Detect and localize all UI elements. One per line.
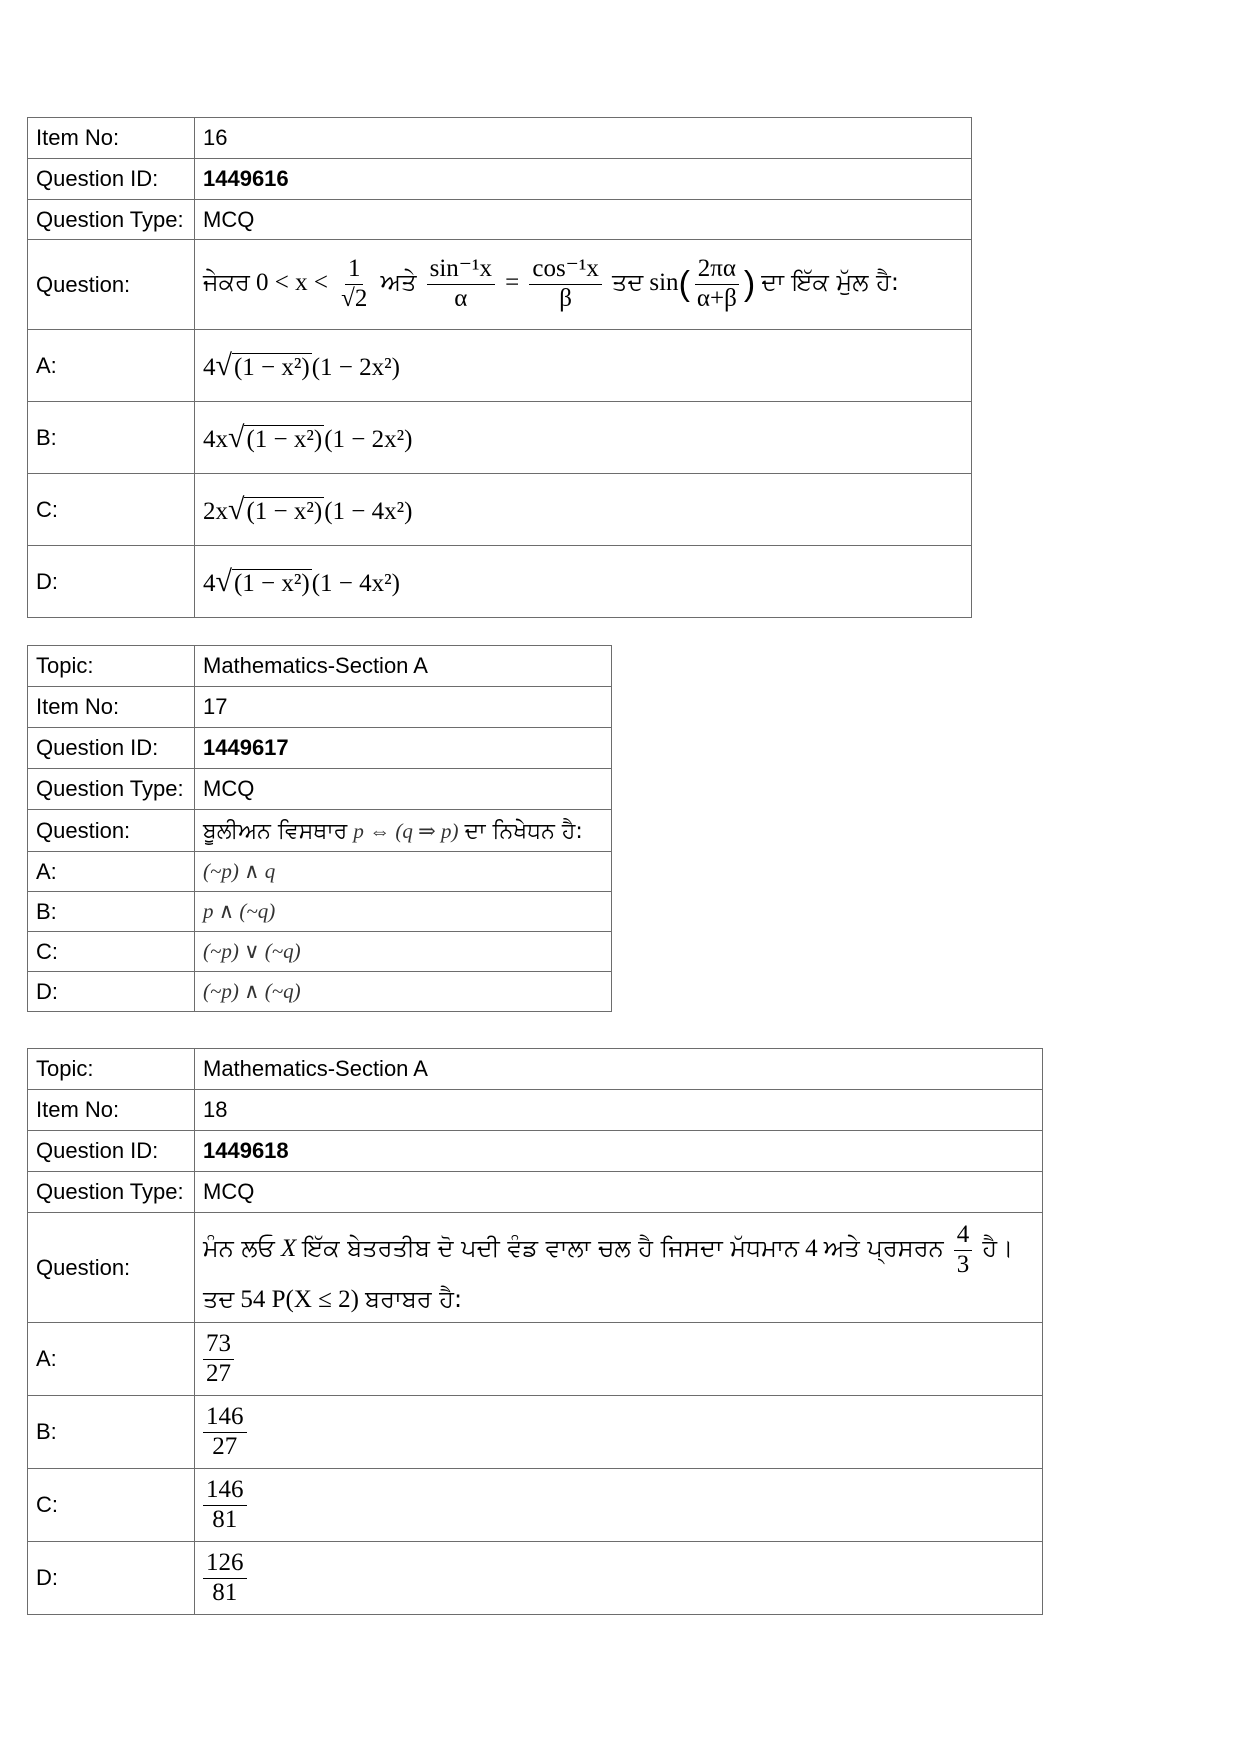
- option-value: [195, 474, 972, 546]
- question-row: [28, 240, 972, 330]
- table-row: [28, 687, 612, 728]
- question-text-part: ਮੰਨ ਲਓ: [203, 1233, 275, 1262]
- option-value: [195, 402, 972, 474]
- question-text-part: ਅਤੇ ਪ੍ਰਸਰਨ: [823, 1233, 944, 1262]
- option-row: [28, 1396, 1043, 1469]
- field-label: Item No:: [28, 687, 195, 728]
- table-row: [28, 769, 612, 810]
- math-inequality: 0 < x <: [256, 269, 328, 297]
- question-text-part: ਬੂਲੀਅਨ ਵਿਸਥਾਰ: [203, 818, 348, 844]
- question-text: [195, 240, 972, 330]
- numerator: 73: [203, 1330, 234, 1360]
- field-label: Question Type:: [28, 200, 195, 240]
- numerator: 2πα: [695, 255, 739, 285]
- denominator: √2: [341, 285, 368, 312]
- question-line-2: [203, 1285, 1034, 1314]
- denominator: 27: [206, 1359, 231, 1387]
- topic: Mathematics-Section A: [195, 646, 612, 687]
- question-id: 1449617: [195, 728, 612, 769]
- denominator: 27: [212, 1432, 238, 1460]
- radicand: (1 − x²): [246, 425, 323, 453]
- factor: (1 − 2x²): [324, 425, 413, 453]
- question-type: MCQ: [195, 769, 612, 810]
- option-row: [28, 546, 972, 618]
- option-value: [195, 330, 972, 402]
- equals-sign: =: [505, 269, 520, 297]
- option-label: B:: [28, 892, 195, 932]
- paren-right: ): [743, 265, 756, 303]
- field-label: Question Type:: [28, 1172, 195, 1213]
- radicand: (1 − x²): [246, 497, 323, 525]
- question-table-16: [27, 117, 972, 618]
- question-text-part: ਇੱਕ ਬੇਤਰਤੀਬ ਦੋ ਪਦੀ ਵੰਡ ਵਾਲਾ ਚਲ ਹੈ ਜਿਸਦਾ ਮੱਧਮਾਨ: [302, 1233, 799, 1262]
- radical-sign: √: [228, 492, 245, 526]
- numerator: 146: [203, 1476, 247, 1506]
- question-text-part: ਹੈ।: [982, 1233, 1014, 1262]
- coefficient: 4: [203, 353, 216, 381]
- fraction: [203, 1330, 234, 1389]
- factor: (1 − 4x²): [311, 569, 400, 597]
- topic: Mathematics-Section A: [195, 1049, 1043, 1090]
- option-label: C:: [28, 932, 195, 972]
- question-type: MCQ: [195, 1172, 1043, 1213]
- denominator: 81: [212, 1578, 238, 1606]
- table-row: [28, 1172, 1043, 1213]
- question-type: MCQ: [195, 200, 972, 240]
- question-row: [28, 810, 612, 852]
- question-text: [195, 1213, 1043, 1323]
- field-label: Item No:: [28, 118, 195, 159]
- option-label: A:: [28, 1323, 195, 1396]
- option-value: (~p) ∧ q: [195, 852, 612, 892]
- option-row: [28, 330, 972, 402]
- math-expression: p ⇔ (q ⇒ p): [353, 818, 459, 843]
- radicand: (1 − x²): [233, 353, 310, 381]
- option-row: [28, 1542, 1043, 1615]
- option-row: [28, 972, 612, 1012]
- option-value: [195, 1469, 1043, 1542]
- numerator: cos⁻¹x: [529, 255, 602, 285]
- item-number: 17: [195, 687, 612, 728]
- question-text-part: ਅਤੇ: [380, 268, 417, 297]
- coefficient: 4x: [203, 425, 228, 453]
- table-row: [28, 1131, 1043, 1172]
- option-label: A:: [28, 330, 195, 402]
- denominator: β: [559, 285, 572, 312]
- fraction: [694, 255, 740, 314]
- option-label: C:: [28, 474, 195, 546]
- math-number: 4: [805, 1234, 818, 1262]
- numerator: sin⁻¹x: [427, 255, 495, 285]
- table-row: [28, 646, 612, 687]
- option-value: [195, 1323, 1043, 1396]
- numerator: 1: [345, 255, 364, 285]
- radical-sign: √: [228, 420, 245, 454]
- question-text-part: ਤਦ: [612, 268, 644, 297]
- denominator: 3: [956, 1250, 970, 1278]
- question-row: [28, 1213, 1043, 1323]
- option-row: [28, 932, 612, 972]
- question-text-part: ਦਾ ਨਿਖੇਧਨ ਹੈ:: [464, 818, 583, 844]
- fraction: [203, 1403, 247, 1462]
- question-text: [195, 810, 612, 852]
- table-row: [28, 159, 972, 200]
- question-id: 1449616: [195, 159, 972, 200]
- question-table-18: [27, 1048, 1043, 1615]
- fraction: [529, 255, 602, 314]
- field-label: Question ID:: [28, 159, 195, 200]
- option-label: B:: [28, 1396, 195, 1469]
- table-row: [28, 728, 612, 769]
- fraction: [203, 1476, 247, 1535]
- radical-sign: √: [215, 564, 232, 598]
- math-function: sin: [649, 269, 679, 297]
- math-variable: X: [280, 1234, 297, 1262]
- option-value: [195, 1396, 1043, 1469]
- field-label: Question Type:: [28, 769, 195, 810]
- option-label: D:: [28, 1542, 195, 1615]
- question-table-17: [27, 645, 612, 1012]
- table-row: [28, 1049, 1043, 1090]
- paren-left: (: [678, 265, 690, 303]
- option-row: [28, 852, 612, 892]
- denominator: α+β: [696, 285, 737, 312]
- option-row: [28, 892, 612, 932]
- option-label: A:: [28, 852, 195, 892]
- question-id: 1449618: [195, 1131, 1043, 1172]
- field-label: Question:: [28, 810, 195, 852]
- option-row: [28, 402, 972, 474]
- field-label: Topic:: [28, 646, 195, 687]
- option-label: D:: [28, 546, 195, 618]
- fraction: [954, 1221, 973, 1280]
- question-text-part: ਦਾ ਇੱਕ ਮੁੱਲ ਹੈ:: [761, 268, 899, 297]
- option-value: (~p) ∨ (~q): [195, 932, 612, 972]
- option-row: [28, 1469, 1043, 1542]
- option-value: [195, 1542, 1043, 1615]
- option-row: [28, 474, 972, 546]
- denominator: 81: [212, 1505, 238, 1533]
- radical-sign: √: [215, 348, 232, 382]
- radicand: (1 − x²): [233, 569, 310, 597]
- field-label: Topic:: [28, 1049, 195, 1090]
- field-label: Item No:: [28, 1090, 195, 1131]
- table-row: [28, 118, 972, 159]
- question-text-part: ਬਰਾਬਰ ਹੈ:: [365, 1285, 463, 1314]
- fraction: [427, 255, 495, 314]
- denominator: α: [454, 285, 468, 312]
- coefficient: 2x: [203, 497, 228, 525]
- field-label: Question ID:: [28, 1131, 195, 1172]
- numerator: 126: [203, 1549, 247, 1579]
- option-value: [195, 546, 972, 618]
- numerator: 4: [954, 1221, 973, 1251]
- option-value: p ∧ (~q): [195, 892, 612, 932]
- field-label: Question:: [28, 1213, 195, 1323]
- math-expression: 54 P(X ≤ 2): [240, 1286, 359, 1314]
- factor: (1 − 4x²): [324, 497, 413, 525]
- item-number: 16: [195, 118, 972, 159]
- table-row: [28, 1090, 1043, 1131]
- field-label: Question:: [28, 240, 195, 330]
- table-row: [28, 200, 972, 240]
- coefficient: 4: [203, 569, 216, 597]
- field-label: Question ID:: [28, 728, 195, 769]
- option-value: (~p) ∧ (~q): [195, 972, 612, 1012]
- numerator: 146: [203, 1403, 247, 1433]
- fraction: [203, 1549, 247, 1608]
- question-text-part: ਤਦ: [203, 1285, 235, 1314]
- question-line-1: [203, 1221, 1034, 1280]
- option-label: C:: [28, 1469, 195, 1542]
- option-label: D:: [28, 972, 195, 1012]
- question-text-part: ਜੇਕਰ: [203, 268, 250, 297]
- option-row: [28, 1323, 1043, 1396]
- fraction: [338, 255, 370, 314]
- factor: (1 − 2x²): [311, 353, 400, 381]
- option-label: B:: [28, 402, 195, 474]
- item-number: 18: [195, 1090, 1043, 1131]
